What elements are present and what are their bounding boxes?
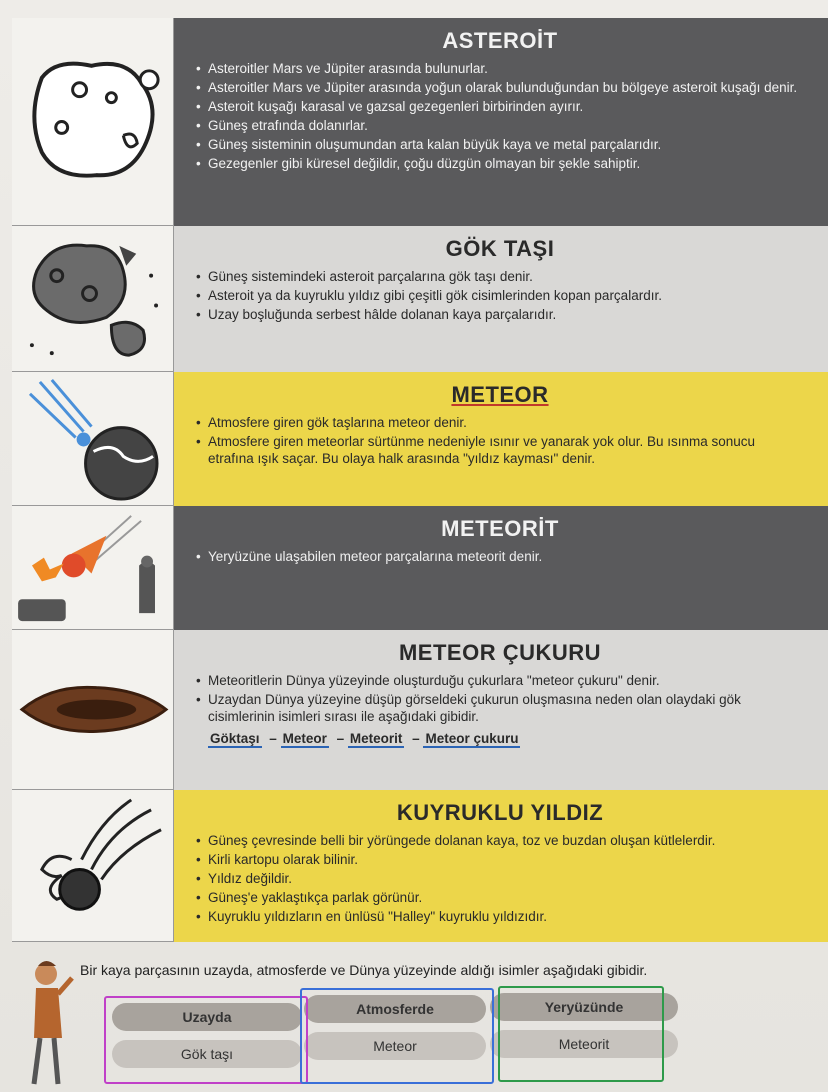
list-item: • Güneş etrafında dolanırlar. — [196, 117, 804, 134]
footer-text: Bir kaya parçasının uzayda, atmosferde ve Dünya yüzeyinde aldığı isimler aşağıdaki gibidir. — [80, 962, 648, 978]
section-kuyruklu — [0, 790, 828, 942]
section-goktasi — [0, 226, 828, 372]
list-item: • Güneş sistemindeki asteroit parçalarına gök taşı denir. — [196, 268, 804, 285]
list-item: • Kuyruklu yıldızların en ünlüsü "Halley" kuyruklu yıldızıdır. — [196, 908, 804, 925]
chain-separator: – — [269, 731, 277, 746]
section-meteorit — [0, 506, 828, 630]
section-cukur — [0, 630, 828, 790]
value-gok-tasi: Gök taşı — [112, 1040, 302, 1068]
meteoroid-icon — [12, 226, 174, 372]
meteor-content — [174, 372, 828, 506]
highlight-box-atmosferde — [300, 988, 494, 1084]
list-item: • Gezegenler gibi küresel değildir, çoğu düzgün olmayan bir şekle sahiptir. — [196, 155, 804, 172]
list-item: • Kirli kartopu olarak bilinir. — [196, 851, 804, 868]
header-uzayda: Uzayda — [112, 1003, 302, 1031]
chain-separator: – — [336, 731, 345, 746]
highlight-box-uzayda — [104, 996, 308, 1084]
list-item: • Asteroit kuşağı karasal ve gazsal gezegenleri birbirinden ayırır. — [196, 98, 804, 115]
asteroid-icon — [12, 18, 174, 226]
list-item: • Asteroit ya da kuyruklu yıldız gibi çeşitli gök cisimlerinden kopan parçalardır. — [196, 287, 804, 304]
meteor-icon — [12, 372, 174, 506]
kuyruklu-title: KUYRUKLU YILDIZ — [396, 800, 604, 825]
meteorit-title: METEORİT — [441, 516, 559, 541]
list-item: • Güneş çevresinde belli bir yörüngede dolanan kaya, toz ve buzdan oluşan kütlelerdir. — [196, 832, 804, 849]
sequence-chain — [196, 731, 804, 746]
chain-separator: – — [412, 731, 420, 746]
asteroid-content — [174, 18, 828, 226]
asteroid-title: ASTEROİT — [442, 28, 558, 53]
highlight-box-yeryuzunde — [498, 986, 664, 1082]
chain-item: Meteor — [282, 731, 327, 746]
meteor-title: METEOR — [451, 382, 549, 407]
list-item: • Yeryüzüne ulaşabilen meteor parçalarına meteorit denir. — [196, 548, 804, 565]
list-item: • Atmosfere giren meteorlar sürtünme nedeniyle ısınır ve yanarak yok olur. Bu ısınma sonucu etrafına ışık saçar. Bu olaya halk arasında "yıldız kayması" denir. — [196, 433, 804, 467]
scientist-figure-icon — [14, 958, 74, 1088]
header-yeryuzunde: Yeryüzünde — [490, 993, 678, 1021]
list-item: • Asteroitler Mars ve Jüpiter arasında yoğun olarak bulunduğundan bu bölgeye asteroit kuşağı denir. — [196, 79, 804, 96]
chain-item: Göktaşı — [210, 731, 260, 746]
chain-item: Meteor çukuru — [425, 731, 519, 746]
value-meteorit: Meteorit — [490, 1030, 678, 1058]
list-item: • Atmosfere giren gök taşlarına meteor denir. — [196, 414, 804, 431]
goktasi-title: GÖK TAŞI — [445, 236, 555, 261]
value-meteor: Meteor — [304, 1032, 486, 1060]
list-item: • Meteoritlerin Dünya yüzeyinde oluşturduğu çukurlara "meteor çukuru" denir. — [196, 672, 804, 689]
comet-icon — [12, 790, 174, 942]
cukur-title: METEOR ÇUKURU — [398, 640, 602, 665]
list-item: • Yıldız değildir. — [196, 870, 804, 887]
list-item: • Uzay boşluğunda serbest hâlde dolanan kaya parçalarıdır. — [196, 306, 804, 323]
meteorit-content — [174, 506, 828, 630]
crater-icon — [12, 630, 174, 790]
kuyruklu-content — [174, 790, 828, 942]
list-item: • Güneş'e yaklaştıkça parlak görünür. — [196, 889, 804, 906]
list-item: • Asteroitler Mars ve Jüpiter arasında bulunurlar. — [196, 60, 804, 77]
goktasi-content — [174, 226, 828, 372]
list-item: • Uzaydan Dünya yüzeyine düşüp görseldeki çukurun oluşmasına neden olan olaydaki gök cisimlerinin isimleri sırası ile aşağıdaki gibidir. — [196, 691, 804, 725]
section-asteroid — [0, 18, 828, 226]
list-item: • Güneş sisteminin oluşumundan arta kalan büyük kaya ve metal parçalarıdır. — [196, 136, 804, 153]
header-atmosferde: Atmosferde — [304, 995, 486, 1023]
cukur-content — [174, 630, 828, 790]
chain-item: Meteorit — [349, 731, 403, 746]
section-meteor — [0, 372, 828, 506]
meteorite-impact-icon — [12, 506, 174, 630]
